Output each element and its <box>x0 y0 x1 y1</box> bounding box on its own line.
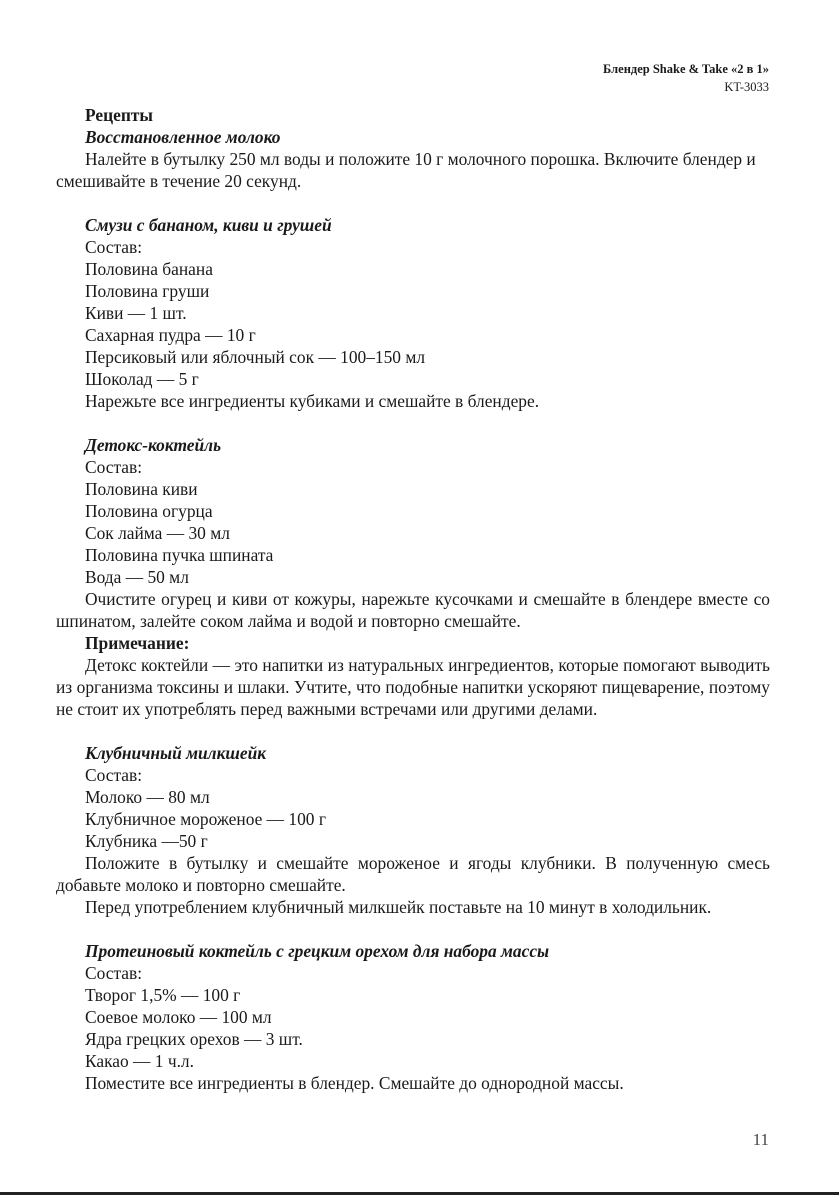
recipe-instructions-extra: Перед употреблением клубничный милкшейк поставьте на 10 минут в холодильник. <box>85 897 712 917</box>
recipe-title: Восстановленное молоко <box>85 127 281 147</box>
recipe-instructions: Налейте в бутылку 250 мл воды и положите 10 г молочного порошка. Включите блендер и смешивайте в течение 20 секунд. <box>56 149 756 191</box>
composition-label: Состав: <box>85 237 143 257</box>
ingredient-item: Половина киви <box>85 479 198 499</box>
ingredient-item: Сок лайма — 30 мл <box>85 523 230 543</box>
bottom-divider <box>0 1192 839 1195</box>
recipe-title: Смузи с бананом, киви и грушей <box>85 215 332 235</box>
page-content <box>56 104 770 1094</box>
ingredient-item: Соевое молоко — 100 мл <box>85 1007 272 1027</box>
ingredient-item: Молоко — 80 мл <box>85 787 210 807</box>
recipe-title: Клубничный милкшейк <box>85 743 267 763</box>
ingredient-item: Половина пучка шпината <box>85 545 274 565</box>
ingredient-item: Творог 1,5% — 100 г <box>85 985 241 1005</box>
header-product-title: Блендер Shake & Take «2 в 1» <box>603 62 769 76</box>
ingredient-item: Клубника —50 г <box>85 831 208 851</box>
section-title: Рецепты <box>85 105 153 125</box>
running-header <box>603 60 769 96</box>
ingredient-item: Какао — 1 ч.л. <box>85 1051 194 1071</box>
ingredient-item: Ядра грецких орехов — 3 шт. <box>85 1029 303 1049</box>
ingredient-item: Клубничное мороженое — 100 г <box>85 809 326 829</box>
ingredient-item: Половина огурца <box>85 501 213 521</box>
recipe-title: Детокс-коктейль <box>85 435 222 455</box>
recipe-title: Протеиновый коктейль с грецким орехом для набора массы <box>85 941 550 961</box>
page-number: 11 <box>752 1130 769 1149</box>
note-text: Детокс коктейли — это напитки из натуральных ингредиентов, которые помогают выводить из организма токсины и шлаки. Учтите, что подобные напитки ускоряют пищеварение, поэтому не стоит их употреблять перед важными встречами или другими делами. <box>56 655 770 719</box>
ingredient-item: Половина банана <box>85 259 213 279</box>
composition-label: Состав: <box>85 963 143 983</box>
composition-label: Состав: <box>85 765 143 785</box>
ingredient-item: Половина груши <box>85 281 210 301</box>
ingredient-item: Персиковый или яблочный сок — 100–150 мл <box>85 347 426 367</box>
recipe-instructions: Положите в бутылку и смешайте мороженое и ягоды клубники. В полученную смесь добавьте молоко и повторно смешайте. <box>56 853 770 895</box>
recipe-instructions: Очистите огурец и киви от кожуры, нарежьте кусочками и смешайте в блендере вместе со шпинатом, залейте соком лайма и водой и повторно смешайте. <box>56 589 770 631</box>
ingredient-item: Сахарная пудра — 10 г <box>85 325 256 345</box>
header-model-number: KT-3033 <box>724 80 769 94</box>
recipe-instructions: Нарежьте все ингредиенты кубиками и смешайте в блендере. <box>85 391 540 411</box>
composition-label: Состав: <box>85 457 143 477</box>
ingredient-item: Вода — 50 мл <box>85 567 189 587</box>
recipe-instructions: Поместите все ингредиенты в блендер. Смешайте до однородной массы. <box>85 1073 624 1093</box>
ingredient-item: Киви — 1 шт. <box>85 303 187 323</box>
ingredient-item: Шоколад — 5 г <box>85 369 199 389</box>
note-label: Примечание: <box>85 633 190 653</box>
